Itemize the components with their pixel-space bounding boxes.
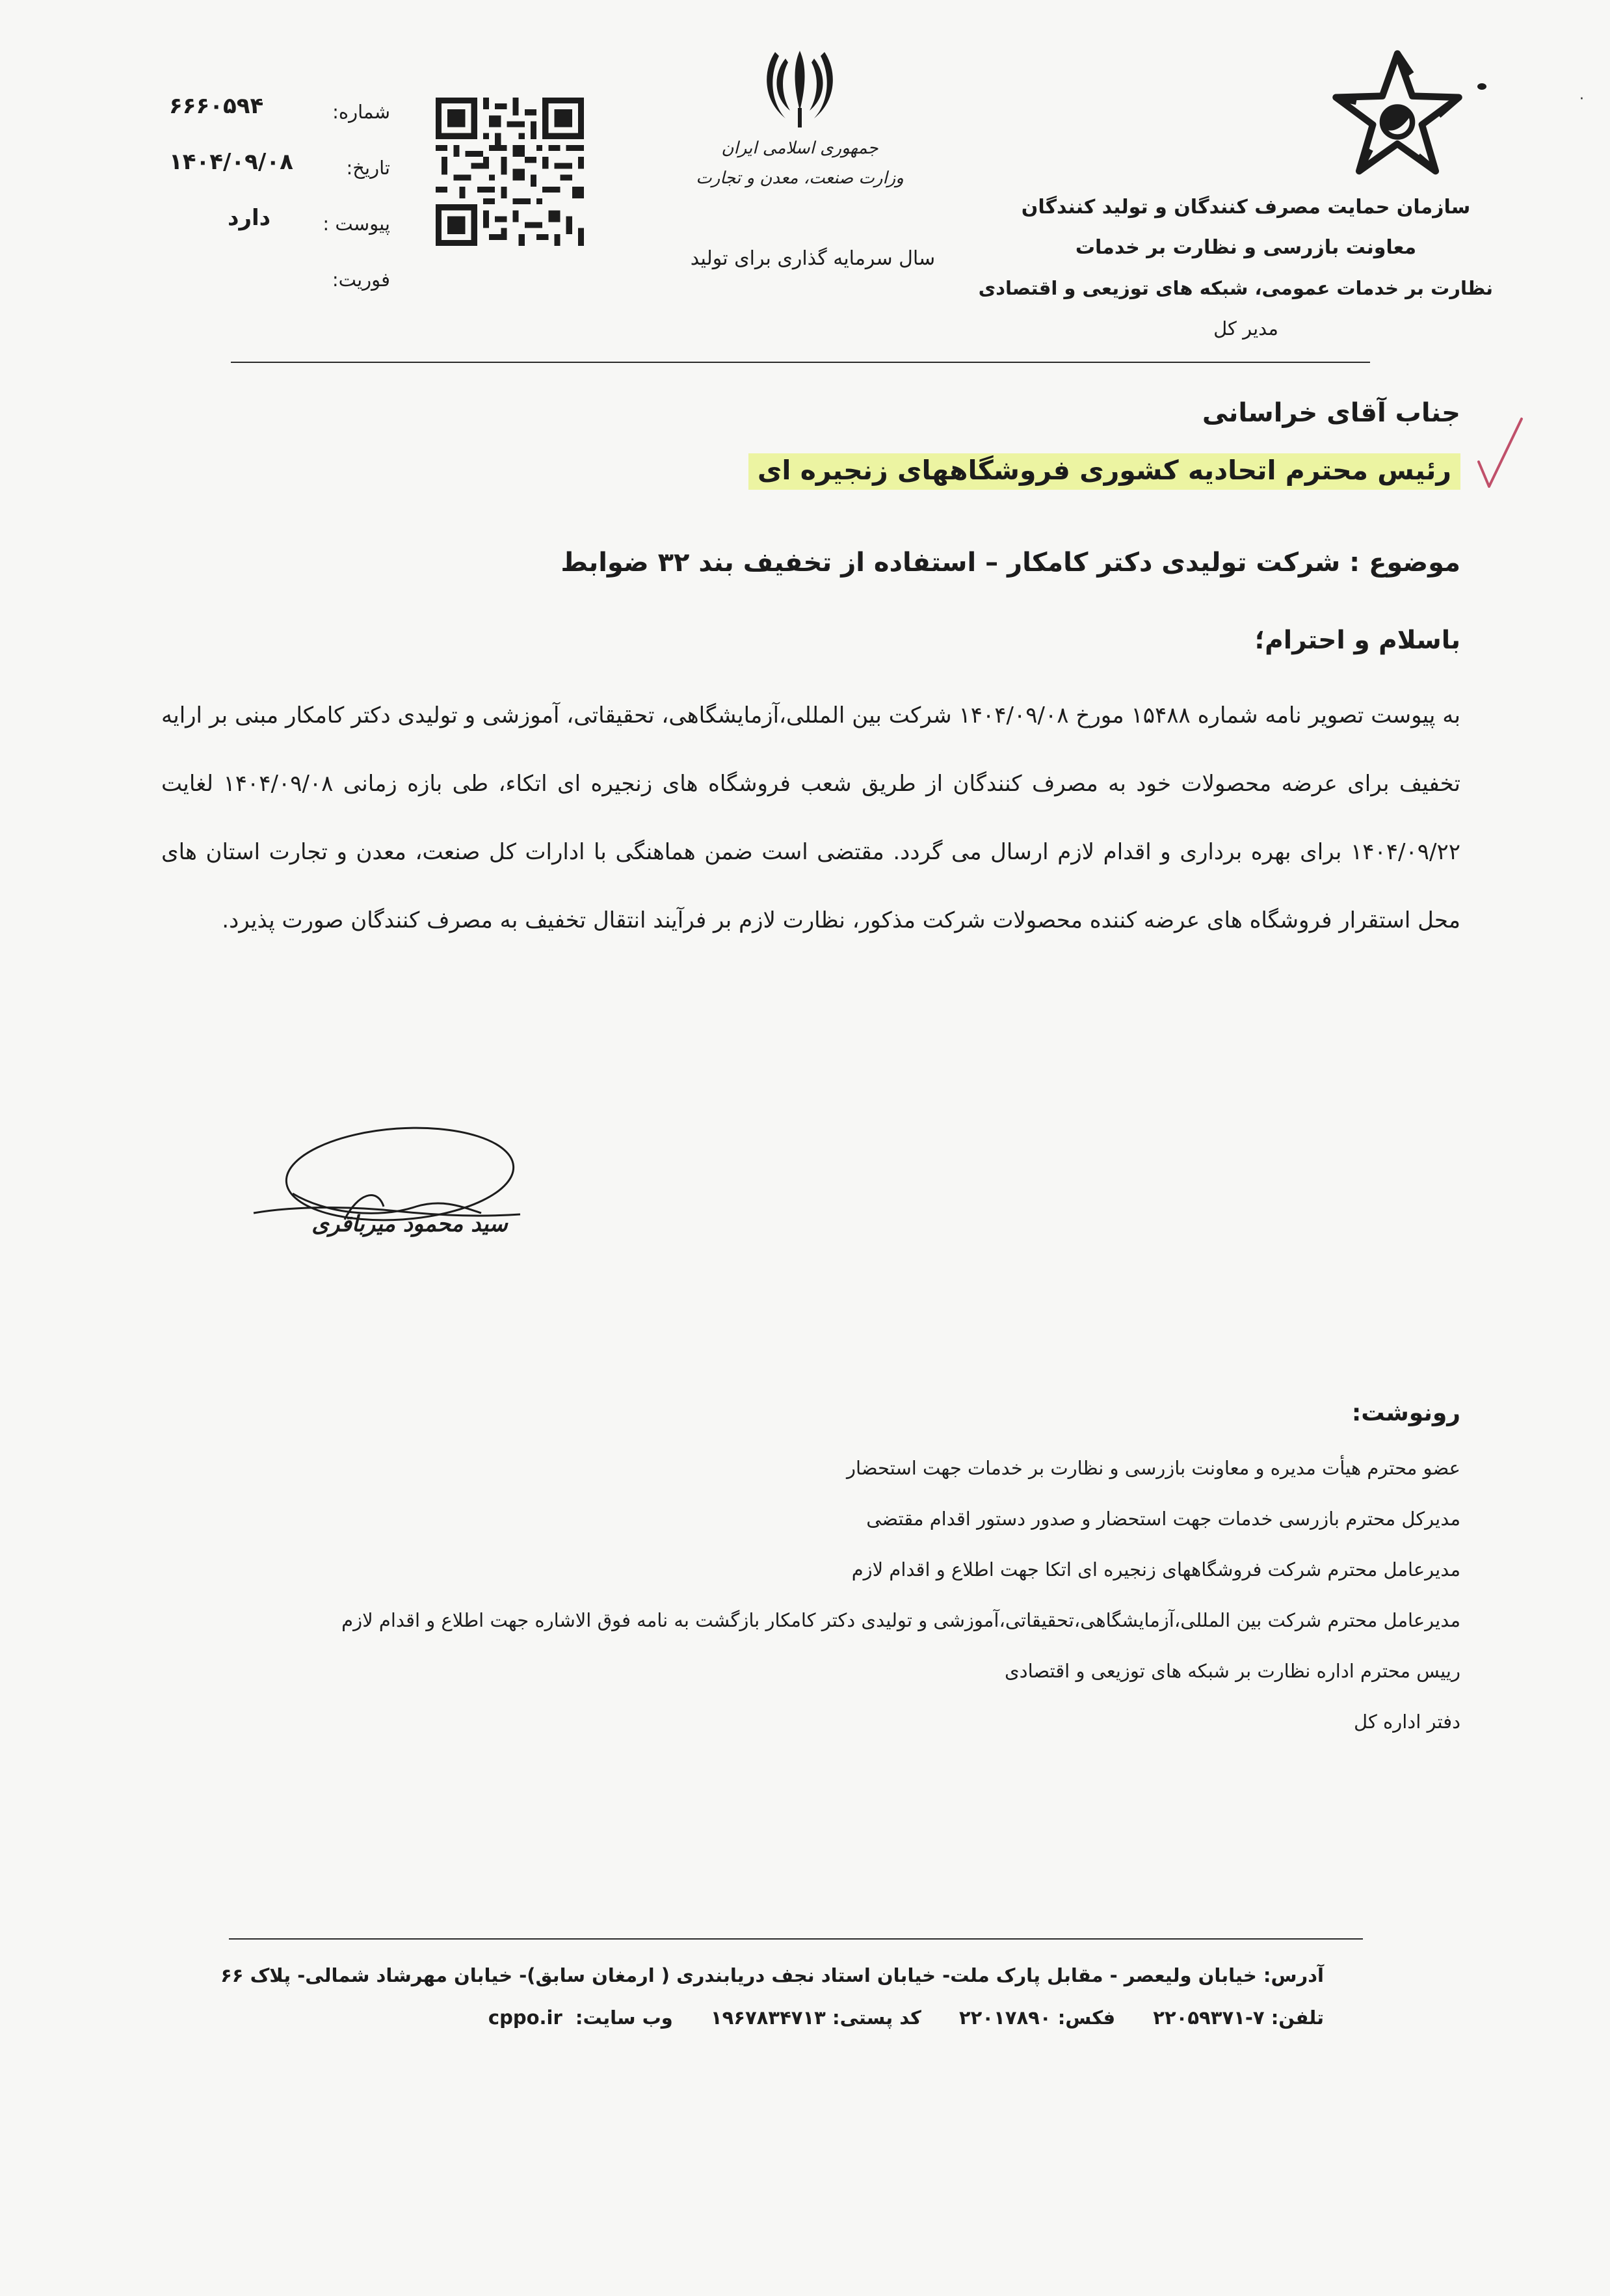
cc-item: دفتر اداره کل	[1354, 1711, 1460, 1733]
organization-deputy: معاونت بازرسی و نظارت بر خدمات	[1075, 236, 1417, 259]
footer-phone: تلفن: ۷-۲۲۰۵۹۳۷۱	[1153, 2007, 1324, 2029]
footer-website-label: وب سایت:	[575, 2007, 673, 2029]
letter-urgency-row	[150, 269, 390, 325]
year-slogan: سال سرمایه گذاری برای تولید	[690, 247, 936, 270]
letter-attachment-label: پیوست :	[323, 213, 390, 235]
letter-body: به پیوست تصویر نامه شماره ۱۵۴۸۸ مورخ ۱۴۰۴/۰۹/۰۸ شرکت بین المللی،آزمایشگاهی، تحقیقاتی، آموزشی و تولیدی دکتر کامکار مبنی بر ارایه تخفیف برای عرضه محصولات خود به مصرف کنندگان از طریق شعب فروشگاه های زنجیره ای اتکاء، طی بازه زمانی ۱۴۰۴/۰۹/۰۸ لغایت ۱۴۰۴/۰۹/۲۲ برای بهره برداری و اقدام لازم ارسال می گردد. مقتضی است ضمن هماهنگی با ادارات کل صنعت، معدن و تجارت استان های محل استقرار فروشگاه های عرضه کننده محصولات شرکت مذکور، نظارت لازم بر فرآیند انتقال تخفیف به مصرف کنندگان صورت پذیرد.	[161, 702, 1460, 933]
letter-urgency-label: فوریت:	[332, 269, 390, 291]
cc-item: مدیرعامل محترم شرکت بین المللی،آزمایشگاهی،تحقیقاتی،آموزشی و تولیدی دکتر کامکار بازگشت به نامه فوق الاشاره جهت اطلاع و اقدام لازم	[341, 1609, 1460, 1631]
letter-attachment-row	[150, 205, 390, 269]
organization-position: مدیر کل	[1213, 317, 1278, 340]
ministry-block	[689, 133, 910, 193]
signer-name: سید محمود میرباقری	[311, 1211, 508, 1237]
footer-address: آدرس: خیابان ولیعصر - مقابل پارک ملت- خیابان استاد نجف دریابندری ( ارمغان سابق)- خیابان مهرشاد شمالی- پلاک ۶۶	[220, 1964, 1324, 1986]
cc-list	[341, 1443, 1460, 1747]
cc-item: رییس محترم اداره نظارت بر شبکه های توزیعی و اقتصادی	[1004, 1660, 1460, 1682]
iran-emblem-icon	[761, 46, 839, 130]
organization-block	[978, 187, 1493, 349]
footer-website-link[interactable]: cppo.ir	[488, 2007, 562, 2029]
header-divider	[231, 362, 1370, 363]
letter-number-label: شماره:	[332, 101, 390, 123]
footer-fax: فکس: ۲۲۰۱۷۸۹۰	[958, 2007, 1116, 2029]
organization-name: سازمان حمایت مصرف کنندگان و تولید کنندگان	[1021, 196, 1471, 219]
ministry-name: وزارت صنعت، معدن و تجارت	[696, 168, 904, 188]
cc-item: عضو محترم هیأت مدیره و معاونت بازرسی و نظارت بر خدمات جهت استحضار	[846, 1457, 1460, 1479]
letter-date-value: ۱۴۰۴/۰۹/۰۸	[169, 149, 293, 175]
letter-number-value: ۶۶۶۰۵۹۴	[169, 93, 264, 119]
letter-subject: موضوع : شرکت تولیدی دکتر کامکار – استفاده از تخفیف بند ۳۲ ضوابط	[561, 548, 1460, 578]
letter-metadata	[150, 93, 390, 325]
footer-divider	[229, 1938, 1363, 1940]
star-logo-icon	[1329, 47, 1466, 183]
scan-speck	[1477, 83, 1486, 90]
qr-code-icon	[436, 98, 584, 246]
scan-speck: ·	[1579, 91, 1584, 107]
footer-contact	[488, 2007, 1324, 2029]
country-name: جمهوری اسلامی ایران	[721, 139, 878, 158]
addressee-title: رئیس محترم اتحادیه کشوری فروشگاههای زنجیره ای	[748, 453, 1460, 490]
letter-attachment-value: دارد	[228, 205, 271, 231]
letter-greeting: باسلام و احترام؛	[1254, 626, 1460, 655]
cc-item: مدیرکل محترم بازرسی خدمات جهت استحضار و صدور دستور اقدام مقتضی	[866, 1508, 1460, 1530]
addressee-name: جناب آقای خراسانی	[1202, 398, 1460, 428]
cc-title: رونوشت:	[1351, 1400, 1460, 1426]
organization-department: نظارت بر خدمات عمومی، شبکه های توزیعی و اقتصادی	[978, 277, 1493, 299]
cc-item: مدیرعامل محترم شرکت فروشگاههای زنجیره ای اتکا جهت اطلاع و اقدام لازم	[851, 1558, 1460, 1581]
check-mark-icon	[1473, 416, 1525, 494]
handwritten-signature	[247, 1115, 533, 1265]
footer-postal-code: کد پستی: ۱۹۶۷۸۳۴۷۱۳	[710, 2007, 921, 2029]
letter-date-label: تاریخ:	[346, 157, 390, 179]
